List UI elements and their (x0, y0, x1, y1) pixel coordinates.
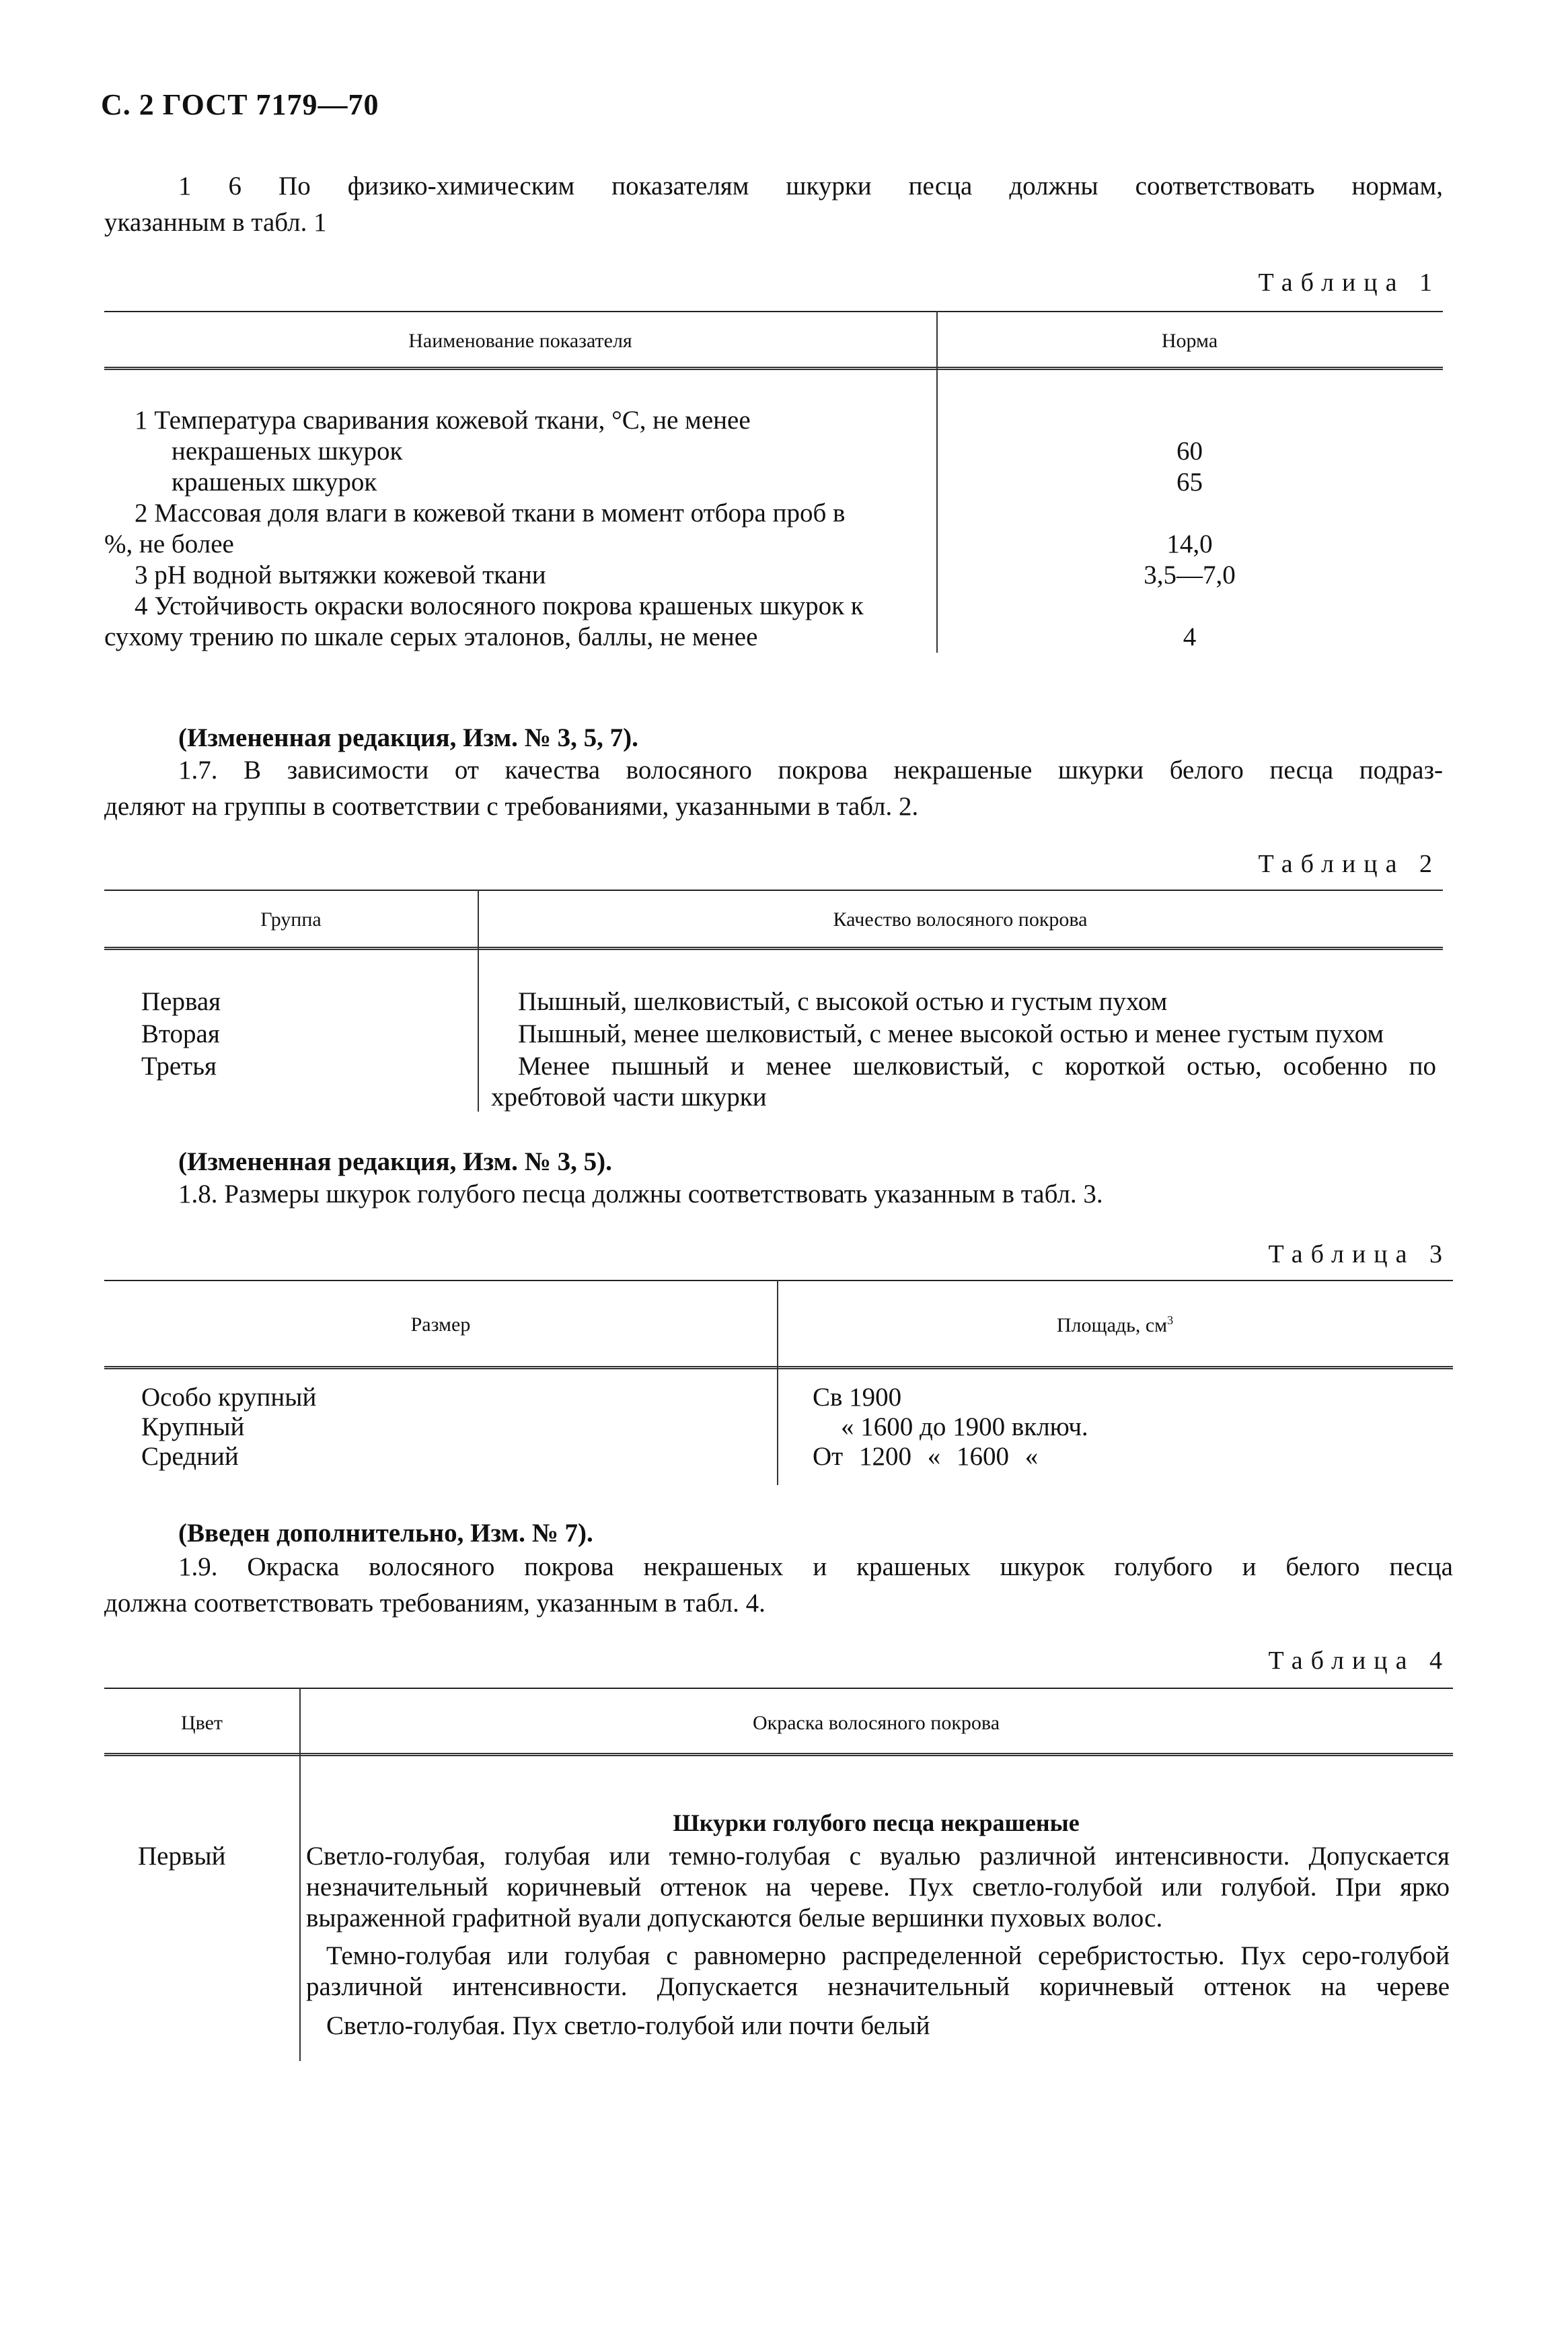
table2-group: Третья (141, 1052, 217, 1081)
table1-row: 4 Устойчивость окраски волосяного покрова крашеных шкурок к (135, 591, 864, 620)
table2-quality: хребтовой части шкурки (491, 1083, 767, 1112)
table1-row: 2 Массовая доля влаги в кожевой ткани в момент отбора проб в (135, 499, 846, 528)
table3-header-area (777, 1313, 1453, 1337)
paragraph-line: 1.9. Окраска волосяного покрова некрашеных и крашеных шкурок голубого и белого песца (178, 1552, 1453, 1581)
table1-top-rule (104, 311, 1443, 312)
table2-top-rule (104, 890, 1443, 891)
paragraph-line: деляют на группы в соответствии с требованиями, указанными в табл. 2. (104, 792, 919, 821)
table2-group: Первая (141, 987, 221, 1016)
paragraph-1-9 (104, 1549, 1453, 1622)
table4-description-line: незначительный коричневый оттенок на череве. Пух светло-голубой или голубой. При ярко (306, 1873, 1450, 1902)
paragraph-1-7 (104, 752, 1443, 825)
table4-color: Первый (138, 1842, 226, 1871)
table2-header-rule (104, 947, 1443, 950)
table4-description-2 (306, 1941, 1450, 2003)
table3-column-divider (777, 1280, 778, 1485)
table4-column-divider (299, 1688, 301, 2061)
table4-description-3: Светло-голубая. Пух светло-голубой или почти белый (326, 2011, 930, 2040)
table2-group: Вторая (141, 1019, 220, 1048)
table3-size: Крупный (141, 1412, 245, 1441)
table1-norm: 3,5—7,0 (1144, 561, 1236, 589)
table1-norm: 14,0 (1166, 530, 1213, 558)
table2-header-quality: Качество волосяного покрова (833, 908, 1088, 931)
table3-top-rule (104, 1280, 1453, 1281)
table1-row: сухому трению по шкале серых эталонов, баллы, не менее (104, 622, 758, 651)
table4-caption: Таблица 4 (1268, 1647, 1450, 1675)
table2-caption: Таблица 2 (1258, 850, 1440, 878)
table3-header-area-text: Площадь, см (1056, 1314, 1168, 1336)
edit-note-3: (Введен дополнительно, Изм. № 7). (178, 1519, 593, 1548)
table2-header-group: Группа (260, 908, 322, 931)
table3-header-size: Размер (410, 1313, 471, 1336)
table4-top-rule (104, 1688, 1453, 1689)
paragraph-1-6 (104, 168, 1443, 241)
table4-description-line: Темно-голубая или голубая с равномерно распределенной серебристостью. Пух серо-голубой (326, 1941, 1450, 1970)
table1-row: некрашеных шкурок (172, 437, 403, 466)
table1-caption: Таблица 1 (1258, 268, 1440, 297)
table1-norm: 65 (1177, 468, 1203, 497)
paragraph-line: указанным в табл. 1 (104, 208, 327, 237)
table3-header-rule (104, 1366, 1453, 1369)
table3-caption: Таблица 3 (1268, 1240, 1450, 1268)
table4-description-line: Светло-голубая, голубая или темно-голубая с вуалью различной интенсивности. Допускается (306, 1842, 1450, 1871)
table1-norm: 4 (1183, 622, 1197, 651)
table1-row: 1 Температура сваривания кожевой ткани, °С, не менее (135, 406, 751, 435)
table3-area: Св 1900 (813, 1383, 902, 1412)
table4-description-1 (306, 1841, 1450, 1934)
paragraph-line: 1.7. В зависимости от качества волосяного покрова некрашеные шкурки белого песца подраз- (178, 756, 1443, 785)
table4-header-coloring: Окраска волосяного покрова (752, 1712, 1000, 1734)
table4-description-line: выраженной графитной вуали допускаются белые вершинки пуховых волос. (306, 1904, 1163, 1933)
table2-quality: Пышный, шелковистый, с высокой остью и густым пухом (518, 987, 1168, 1016)
paragraph-line: должна соответствовать требованиям, указанным в табл. 4. (104, 1589, 766, 1618)
table1-header-indicator: Наименование показателя (408, 330, 632, 352)
table1-row: 3 рН водной вытяжки кожевой ткани (135, 561, 546, 589)
table2-quality: Пышный, менее шелковистый, с менее высокой остью и менее густым пухом (518, 1019, 1384, 1048)
paragraph-line: 1 6 По физико-химическим показателям шкурки песца должны соответствовать нормам, (178, 172, 1443, 201)
table4-description-line: различной интенсивности. Допускается незначительный коричневый оттенок на череве (306, 1972, 1450, 2001)
table1-header-rule (104, 367, 1443, 370)
table1-row: %, не более (104, 530, 234, 558)
table1-row: крашеных шкурок (172, 468, 377, 497)
table3-size: Средний (141, 1442, 239, 1471)
table4-subheading: Шкурки голубого песца некрашеные (673, 1809, 1080, 1836)
table3-area: « 1600 до 1900 включ. (841, 1412, 1088, 1441)
table1-header-norm: Норма (1161, 330, 1218, 352)
table3-area: От 1200 « 1600 « (813, 1442, 1039, 1471)
table4-header-color: Цвет (180, 1712, 223, 1734)
table3-size: Особо крупный (141, 1383, 317, 1412)
edit-note-2: (Измененная редакция, Изм. № 3, 5). (178, 1147, 612, 1176)
table2-quality: Менее пышный и менее шелковистый, с короткой остью, особенно по (518, 1052, 1436, 1081)
table1-norm: 60 (1177, 437, 1203, 466)
page-header: С. 2 ГОСТ 7179—70 (101, 88, 379, 121)
paragraph-1-8: 1.8. Размеры шкурок голубого песца должны соответствовать указанным в табл. 3. (178, 1180, 1103, 1208)
table3-header-area-unit: 3 (1167, 1313, 1174, 1327)
edit-note-1: (Измененная редакция, Изм. № 3, 5, 7). (178, 723, 638, 752)
table4-header-rule (104, 1753, 1453, 1756)
